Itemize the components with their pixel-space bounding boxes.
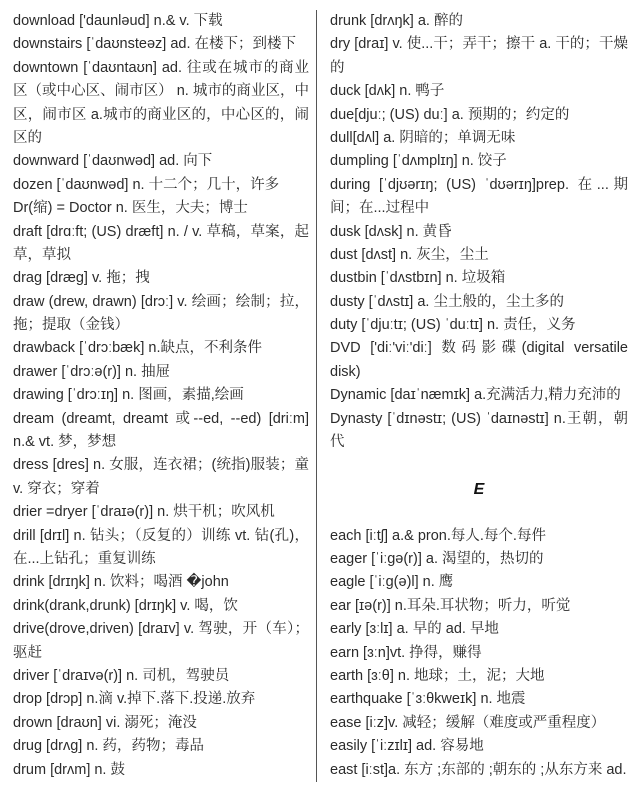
entry-line: earth [ɜːθ] n. 地球；土，泥；大地 (330, 667, 545, 684)
dictionary-entry-dustbin (330, 267, 628, 290)
entry-line: downstairs [ˈdaʊnsteəz] ad. 在楼下；到楼下 (13, 36, 297, 53)
entry-line: disk) (330, 363, 361, 380)
entry-line: dress [dres] n. 女服，连衣裙；(统指)服装；童 (13, 457, 309, 474)
dictionary-entry-drop (13, 688, 309, 711)
dictionary-entry-during (330, 174, 628, 221)
dictionary-entry-drawback (13, 337, 309, 360)
dictionary-entry-drug (13, 735, 309, 758)
dictionary-entry-easily (330, 735, 628, 758)
entry-line: 区（或中心区、闹市区） n. 城市的商业区，中 (13, 83, 309, 100)
dictionary-entry-drink-verb (13, 595, 309, 618)
entry-line: ear [ɪə(r)] n.耳朵.耳状物；听力，听觉 (330, 597, 571, 614)
entry-line: drop [drɔp] n.滴 v.掉下.落下.投递.放弃 (13, 691, 256, 708)
entry-line: early [ɜːlɪ] a. 早的 ad. 早地 (330, 621, 499, 638)
dictionary-entry-dream (13, 408, 309, 455)
entry-line: earthquake [ˈɜːθkweɪk] n. 地震 (330, 691, 526, 708)
entry-line: Dr(缩) = Doctor n. 医生，大夫；博士 (13, 200, 248, 217)
dictionary-entry-drive (13, 618, 309, 665)
entry-line: download ['daunləud] n.& v. 下载 (13, 13, 223, 29)
dictionary-entry-dumpling (330, 150, 628, 173)
entry-line: v. 穿衣；穿着 (13, 480, 100, 497)
left-column (13, 10, 309, 782)
entry-line: eager [ˈiːgə(r)] a. 渴望的，热切的 (330, 550, 544, 567)
entry-line: 驱赶 (13, 644, 42, 661)
entry-line: duty [ˈdjuːtɪ; (US) ˈduːtɪ] n. 责任，义务 (330, 317, 576, 334)
section-heading-letter: E (473, 480, 485, 498)
dictionary-entry-downstairs (13, 33, 309, 56)
entry-line: driver [ˈdraɪvə(r)] n. 司机，驾驶员 (13, 667, 230, 684)
dictionary-entry-dusty (330, 291, 628, 314)
entry-line: draw (drew, drawn) [drɔː] v. 绘画；绘制；拉， (13, 293, 309, 310)
entry-line: drawing [ˈdrɔːɪŋ] n. 图画，素描,绘画 (13, 387, 244, 404)
entry-line: drug [drʌg] n. 药，药物；毒品 (13, 738, 204, 755)
entry-line: dry [draɪ] v. 使...干；弄干；擦干 a. 干的；干燥 (330, 36, 628, 53)
dictionary-entry-draw (13, 291, 309, 338)
entry-line: n.& vt. 梦，梦想 (13, 434, 117, 451)
dictionary-entry-drunk (330, 10, 628, 33)
entry-line: drawer [ˈdrɔːə(r)] n. 抽屉 (13, 363, 171, 380)
dictionary-entry-drink (13, 571, 309, 594)
dictionary-entry-east (330, 759, 628, 782)
dictionary-entry-dry (330, 33, 628, 80)
dictionary-entry-each (330, 525, 628, 548)
dictionary-entry-dr (13, 197, 309, 220)
dictionary-entry-duty (330, 314, 628, 337)
entry-line: due[djuː; (US) duː] a. 预期的；约定的 (330, 106, 570, 123)
entry-line: 拖；提取（金钱） (13, 317, 129, 334)
dictionary-entry-dusk (330, 221, 628, 244)
dictionary-entry-dust (330, 244, 628, 267)
dictionary-entry-earth (330, 665, 628, 688)
entry-line: dustbin [ˈdʌstbɪn] n. 垃圾箱 (330, 270, 506, 287)
entry-line: 间；在...过程中 (330, 200, 430, 217)
dictionary-entry-driver (13, 665, 309, 688)
entry-line: drown [draʊn] vi. 溺死；淹没 (13, 714, 197, 731)
dictionary-entry-drier (13, 501, 309, 524)
entry-line: Dynasty [ˈdɪnəstɪ; (US) ˈdaɪnəstɪ] n.王朝，朝 (330, 410, 628, 427)
entry-line: downtown [ˈdaʊntaʊn] ad. 往或在城市的商业 (13, 59, 309, 76)
entry-line: dream (dreamt, dreamt 或--ed, --ed) [driːm] (13, 410, 309, 427)
entry-line: drunk [drʌŋk] a. 醉的 (330, 13, 463, 29)
entry-line: 的 (330, 59, 345, 76)
entry-line: 草，草拟 (13, 246, 71, 263)
entry-line: drink [drɪŋk] n. 饮料；喝酒 �john (13, 574, 229, 591)
dictionary-entry-earthquake (330, 688, 628, 711)
dictionary-entry-ease (330, 712, 628, 735)
entry-line: drawback [ˈdrɔːbæk] n.缺点，不利条件 (13, 340, 262, 357)
dictionary-entry-dozen (13, 174, 309, 197)
dictionary-entry-eagle (330, 571, 628, 594)
dictionary-entry-drawer (13, 361, 309, 384)
entry-line: dusty [ˈdʌstɪ] a. 尘土般的，尘土多的 (330, 293, 564, 310)
entry-line: dusk [dʌsk] n. 黄昏 (330, 223, 452, 240)
entry-line: 在...上钻孔；重复训练 (13, 550, 156, 567)
entry-line: 区的 (13, 129, 42, 146)
right-column (330, 10, 628, 782)
entry-line: easily [ˈiːzɪlɪ] ad. 容易地 (330, 738, 484, 755)
dictionary-entry-drawing (13, 384, 309, 407)
entry-line: east [iːst]a. 东方 ;东部的 ;朝东的 ;从东方来 ad. (330, 761, 627, 778)
dictionary-entry-dress (13, 454, 309, 501)
dictionary-entry-drum (13, 759, 309, 782)
entry-line: draft [drɑːft; (US) dræft] n. / v. 草稿，草案，起 (13, 223, 309, 240)
entry-line: drum [drʌm] n. 鼓 (13, 761, 125, 778)
entry-line: 代 (330, 434, 345, 451)
entry-line: Dynamic [daɪˈnæmɪk] a.充满活力,精力充沛的 (330, 387, 621, 404)
dictionary-entry-dvd (330, 337, 628, 384)
entry-line: dull[dʌl] a. 阴暗的；单调无味 (330, 129, 516, 146)
entry-line: 区，闹市区 a.城市的商业区的，中心区的，闹 (13, 106, 309, 123)
section-spacer (330, 454, 628, 477)
dictionary-entry-dull (330, 127, 628, 150)
entry-line: DVD ['diː'viː'diː] 数码影碟(digital versatile (330, 340, 628, 357)
dictionary-entry-downward (13, 150, 309, 173)
dictionary-entry-duck (330, 80, 628, 103)
dictionary-entry-dynamic (330, 384, 628, 407)
entry-line: drill [drɪl] n. 钻头；（反复的）训练 vt. 钻(孔)， (13, 527, 309, 544)
dictionary-entry-early (330, 618, 628, 641)
entry-line: duck [dʌk] n. 鸭子 (330, 83, 445, 100)
entry-line: dozen [ˈdaʊnwəd] n. 十二个；几十，许多 (13, 176, 280, 193)
dictionary-entry-earn (330, 642, 628, 665)
dictionary-entry-drown (13, 712, 309, 735)
entry-line: ease [iːz]v. 减轻；缓解（难度或严重程度） (330, 714, 606, 731)
entry-line: eagle [ˈiːg(ə)l] n. 鹰 (330, 574, 454, 591)
entry-line: drink(drank,drunk) [drɪŋk] v. 喝，饮 (13, 597, 238, 614)
entry-line: drag [dræg] v. 拖；拽 (13, 270, 150, 287)
dictionary-entry-due (330, 104, 628, 127)
dictionary-entry-drill (13, 525, 309, 572)
entry-line: during [ˈdjʊərɪŋ; (US) ˈdʊərɪŋ]prep. 在...期 (330, 176, 628, 193)
entry-line: earn [ɜːn]vt. 挣得，赚得 (330, 644, 482, 661)
entry-line: dumpling [ˈdʌmplɪŋ] n. 饺子 (330, 153, 507, 170)
entry-line: downward [ˈdaʊnwəd] ad. 向下 (13, 153, 213, 170)
section-spacer (330, 501, 628, 524)
entry-line: dust [dʌst] n. 灰尘，尘土 (330, 246, 489, 263)
dictionary-entry-ear (330, 595, 628, 618)
dictionary-entry-downtown (13, 57, 309, 151)
entry-line: drier =dryer [ˈdraɪə(r)] n. 烘干机；吹风机 (13, 504, 275, 521)
entry-line: each [iːtʃ] a.& pron.每人.每个.每件 (330, 527, 546, 544)
dictionary-entry-drag (13, 267, 309, 290)
dictionary-entry-dynasty (330, 408, 628, 455)
dictionary-entry-download (13, 10, 309, 33)
dictionary-entry-eager (330, 548, 628, 571)
column-divider (316, 10, 317, 782)
dictionary-entry-draft (13, 221, 309, 268)
entry-line: drive(drove,driven) [draɪv] v. 驾驶，开（车）； (13, 621, 309, 638)
